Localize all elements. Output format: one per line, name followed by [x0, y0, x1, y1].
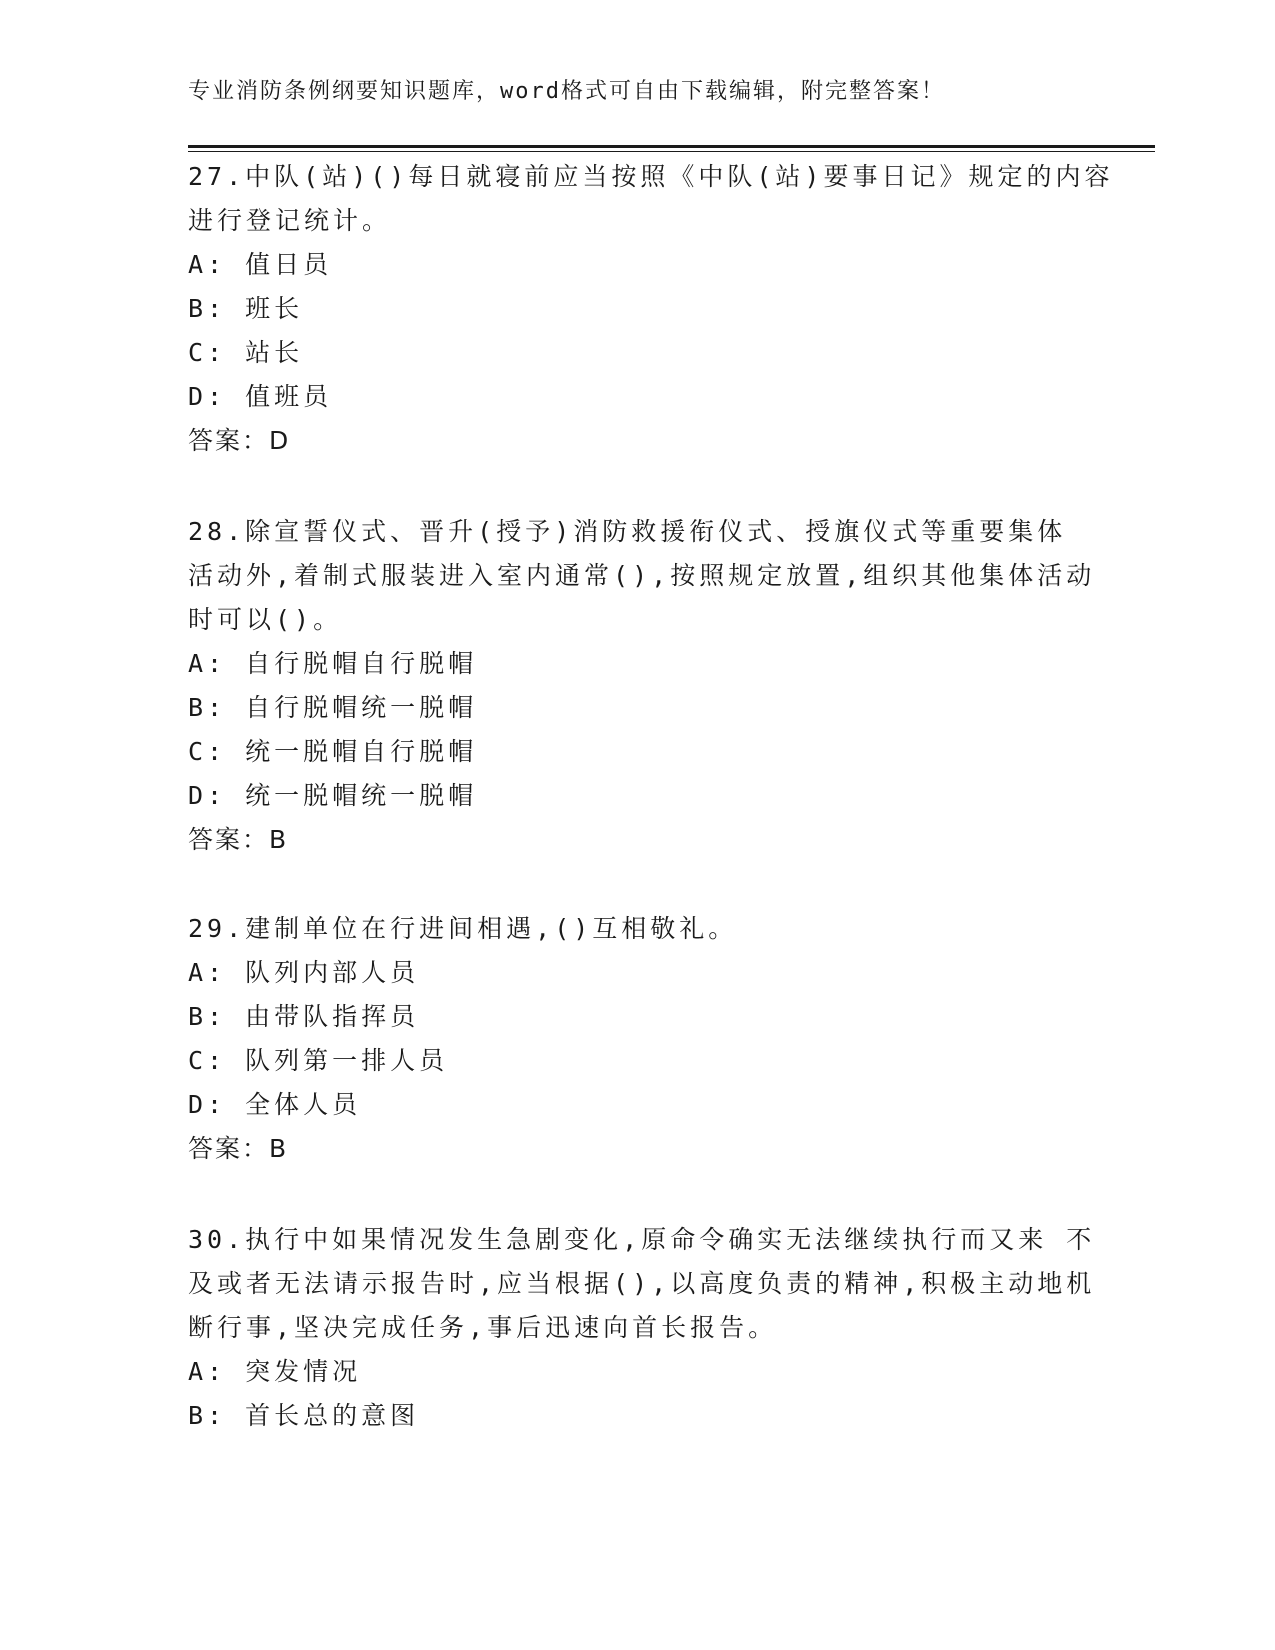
question-30-option-b: B: 首长总的意图 — [188, 1401, 420, 1430]
question-28-option-d: D: 统一脱帽统一脱帽 — [188, 781, 478, 810]
question-29-answer: 答案：B — [188, 1134, 289, 1163]
question-27-answer: 答案：D — [188, 426, 291, 455]
question-29-option-a: A: 队列内部人员 — [188, 958, 420, 987]
header-rule-thick — [188, 145, 1155, 148]
question-27-stem-line-2: 进行登记统计。 — [188, 206, 392, 235]
question-28-option-b: B: 自行脱帽统一脱帽 — [188, 693, 478, 722]
question-29-option-c: C: 队列第一排人员 — [188, 1046, 449, 1075]
question-28-stem-line-1: 28.除宣誓仪式、晋升(授予)消防救援衔仪式、授旗仪式等重要集体 — [188, 517, 1067, 546]
question-27-option-c: C: 站长 — [188, 338, 304, 367]
question-28-option-a: A: 自行脱帽自行脱帽 — [188, 649, 478, 678]
question-30-option-a: A: 突发情况 — [188, 1357, 362, 1386]
question-28-stem-line-3: 时可以()。 — [188, 605, 343, 634]
question-29-stem-line-1: 29.建制单位在行进间相遇,()互相敬礼。 — [188, 914, 738, 943]
question-30-stem-line-3: 断行事,坚决完成任务,事后迅速向首长报告。 — [188, 1313, 778, 1342]
question-27-stem-line-1: 27.中队(站)()每日就寝前应当按照《中队(站)要事日记》规定的内容 — [188, 162, 1114, 191]
question-30-stem-line-2: 及或者无法请示报告时,应当根据(),以高度负责的精神,积极主动地机 — [188, 1269, 1096, 1298]
document-header: 专业消防条例纲要知识题库，word格式可自由下载编辑，附完整答案！ — [188, 79, 945, 104]
header-rule-thin — [188, 151, 1155, 152]
question-28-answer: 答案：B — [188, 825, 289, 854]
question-27-option-a: A: 值日员 — [188, 250, 333, 279]
question-29-option-b: B: 由带队指挥员 — [188, 1002, 420, 1031]
question-28-stem-line-2: 活动外,着制式服装进入室内通常(),按照规定放置,组织其他集体活动 — [188, 561, 1096, 590]
question-28-option-c: C: 统一脱帽自行脱帽 — [188, 737, 478, 766]
question-30-stem-line-1: 30.执行中如果情况发生急剧变化,原命令确实无法继续执行而又来 不 — [188, 1225, 1096, 1254]
question-29-option-d: D: 全体人员 — [188, 1090, 362, 1119]
question-27-option-d: D: 值班员 — [188, 382, 333, 411]
question-27-option-b: B: 班长 — [188, 294, 304, 323]
